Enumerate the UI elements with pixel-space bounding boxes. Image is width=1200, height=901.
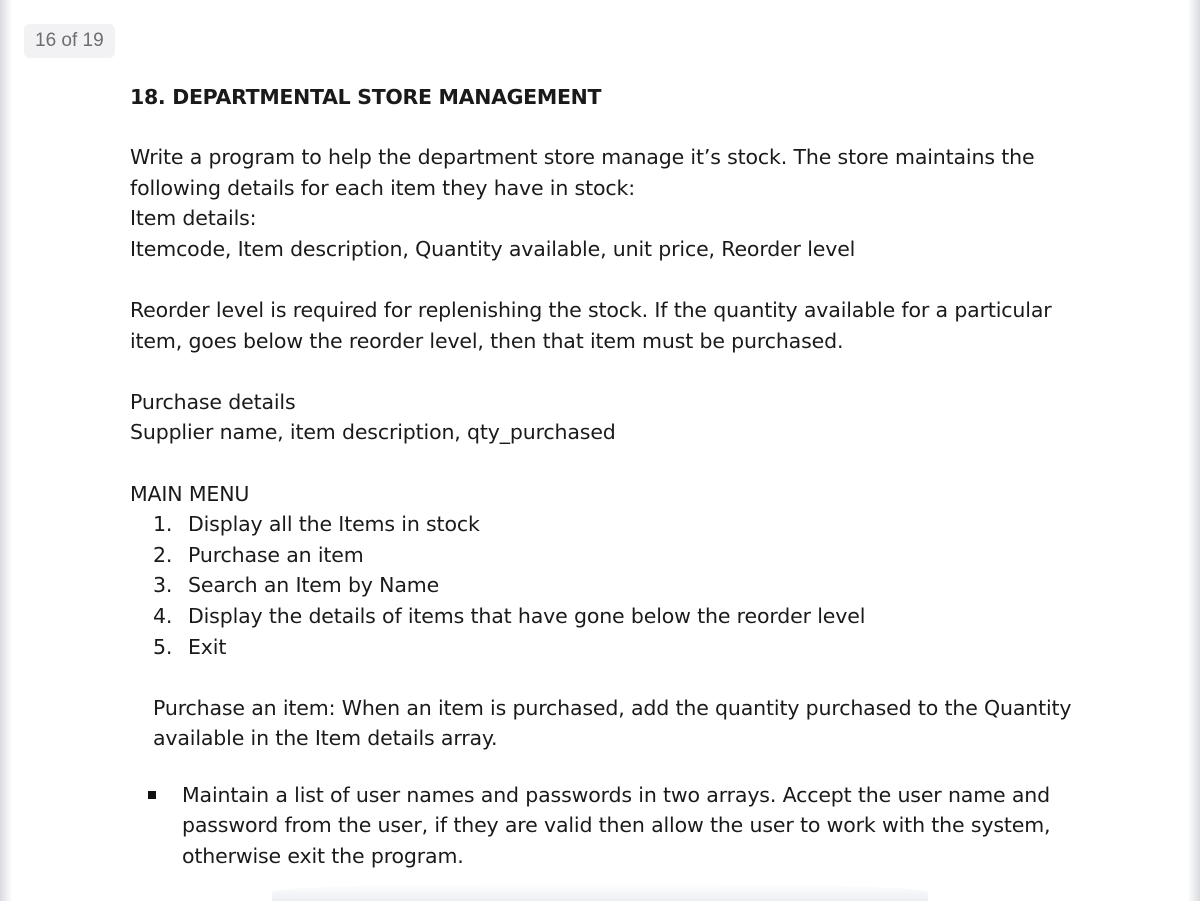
- page-indicator: 16 of 19: [24, 24, 115, 58]
- spacer: [130, 264, 1130, 295]
- menu-list-item: [153, 632, 1130, 663]
- item-details-fields: Itemcode, Item description, Quantity available, unit price, Reorder level: [130, 236, 856, 261]
- reorder-line-2: item, goes below the reorder level, then that item must be purchased.: [130, 328, 844, 353]
- menu-item-text: Purchase an item: [188, 542, 364, 567]
- bullet-line-2: password from the user, if they are valid then allow the user to work with the system,: [182, 813, 1051, 838]
- bullet-paragraph: [130, 780, 1130, 872]
- document-title: 18. DEPARTMENTAL STORE MANAGEMENT: [130, 85, 602, 109]
- menu-list-item: [153, 601, 1130, 632]
- spacer: [130, 448, 1130, 479]
- menu-item-number: 3.: [153, 573, 173, 598]
- spacer: [130, 356, 1130, 387]
- menu-item-number: 5.: [153, 634, 173, 659]
- menu-item-text: Search an Item by Name: [188, 573, 440, 598]
- spacer: [130, 114, 1130, 142]
- item-details-label: Item details:: [130, 206, 257, 231]
- menu-item-text: Display the details of items that have gone below the reorder level: [188, 603, 866, 628]
- menu-item-text: Display all the Items in stock: [188, 512, 480, 537]
- bullet-text: [182, 780, 1050, 872]
- intro-line-2: following details for each item they have in stock:: [130, 175, 635, 200]
- menu-list-item: [153, 540, 1130, 571]
- bullet-line-1: Maintain a list of user names and passwords in two arrays. Accept the user name and: [182, 782, 1050, 807]
- main-menu-label: MAIN MENU: [130, 481, 250, 506]
- purchase-details-fields: Supplier name, item description, qty_purchased: [130, 420, 616, 445]
- purchase-note-line-1: Purchase an item: When an item is purchased, add the quantity purchased to the Quantity: [153, 695, 1072, 720]
- main-menu-list: [130, 509, 1130, 662]
- intro-line-1: Write a program to help the department store manage it’s stock. The store maintains the: [130, 145, 1035, 169]
- bullet-line-3: otherwise exit the program.: [182, 844, 464, 869]
- purchase-details-label: Purchase details: [130, 389, 296, 414]
- menu-item-number: 4.: [153, 603, 173, 628]
- spacer: [130, 662, 1130, 693]
- reorder-line-1: Reorder level is required for replenishing the stock. If the quantity available for a particular: [130, 297, 1052, 322]
- menu-list-item: [153, 509, 1130, 540]
- menu-item-text: Exit: [188, 634, 227, 659]
- menu-list-item: [153, 570, 1130, 601]
- square-bullet-icon: [148, 780, 182, 872]
- menu-item-number: 1.: [153, 512, 173, 537]
- document-content: [130, 80, 1130, 872]
- menu-item-number: 2.: [153, 542, 173, 567]
- page-bottom-shadow: [272, 883, 928, 901]
- purchase-note-line-2: available in the Item details array.: [153, 726, 498, 751]
